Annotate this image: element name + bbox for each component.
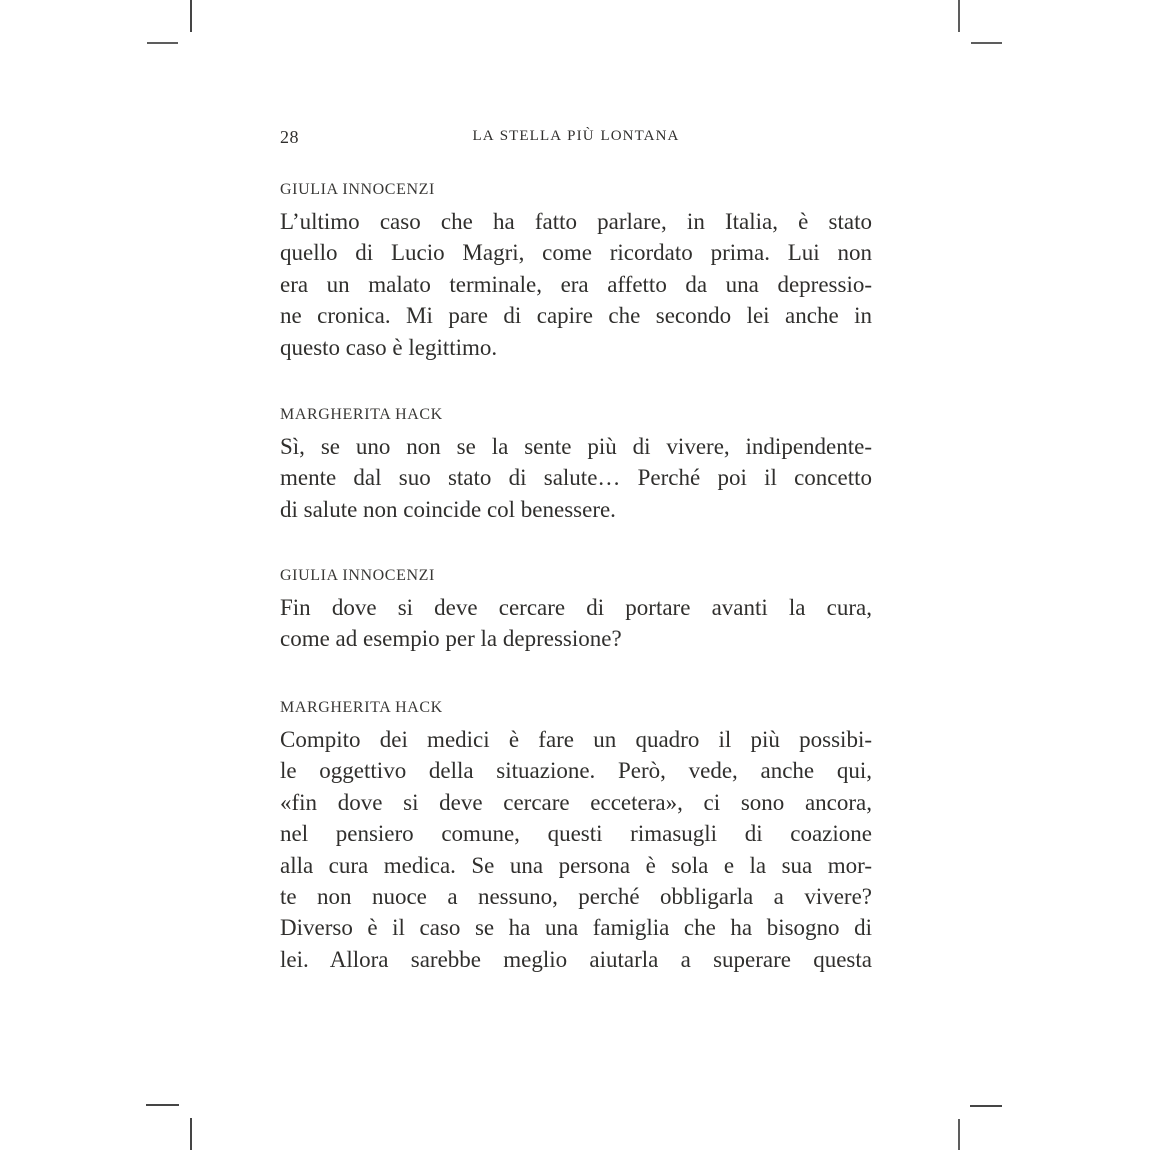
text-line: le oggettivo della situazione. Però, vede, anche qui,	[280, 758, 872, 784]
text-line: Diverso è il caso se ha una famiglia che ha bisogno di	[280, 915, 872, 941]
text-line: nel pensiero comune, questi rimasugli di coazione	[280, 821, 872, 847]
text-line: questo caso è legittimo.	[280, 334, 498, 360]
dialogue-section-1	[280, 180, 872, 363]
speaker-label: MARGHERITA HACK	[280, 406, 443, 423]
speaker-label: GIULIA INNOCENZI	[280, 181, 435, 198]
text-line: di salute non coincide col benessere.	[280, 496, 616, 522]
text-line: te non nuoce a nessuno, perché obbligarla a vivere?	[280, 884, 872, 910]
crop-mark-top-right-horizontal	[971, 42, 1002, 44]
text-line: alla cura medica. Se una persona è sola e la sua mor-	[280, 852, 872, 878]
dialogue-section-2	[280, 405, 872, 525]
text-line: quello di Lucio Magri, come ricordato prima. Lui non	[280, 240, 872, 266]
text-line: ne cronica. Mi pare di capire che secondo lei anche in	[280, 303, 872, 329]
crop-mark-bottom-right-vertical	[958, 1119, 960, 1150]
speaker-label: MARGHERITA HACK	[280, 699, 443, 716]
crop-mark-top-left-horizontal	[147, 42, 178, 44]
crop-mark-bottom-right-horizontal	[970, 1105, 1002, 1107]
running-title: LA STELLA PIÙ LONTANA	[472, 128, 680, 144]
crop-mark-bottom-left-vertical	[190, 1118, 192, 1150]
crop-mark-top-right-vertical	[958, 0, 960, 32]
text-line: mente dal suo stato di salute… Perché poi il concetto	[280, 465, 872, 491]
text-line: L’ultimo caso che ha fatto parlare, in Italia, è stato	[280, 209, 872, 234]
text-line: Compito dei medici è fare un quadro il più possibi-	[280, 727, 872, 752]
speaker-label: GIULIA INNOCENZI	[280, 567, 435, 584]
page-number: 28	[280, 127, 299, 147]
dialogue-section-4	[280, 698, 872, 975]
dialogue-section-3	[280, 566, 872, 655]
text-line: era un malato terminale, era affetto da una depressio-	[280, 271, 872, 297]
text-line: «fin dove si deve cercare eccetera», ci sono ancora,	[280, 789, 872, 815]
crop-mark-top-left-vertical	[190, 0, 192, 32]
text-line: come ad esempio per la depressione?	[280, 626, 622, 652]
text-line: Sì, se uno non se la sente più di vivere, indipendente-	[280, 434, 872, 459]
text-line: Fin dove si deve cercare di portare avanti la cura,	[280, 595, 872, 620]
crop-mark-bottom-left-horizontal	[146, 1104, 179, 1106]
text-line: lei. Allora sarebbe meglio aiutarla a superare questa	[280, 946, 872, 972]
running-head	[280, 126, 872, 148]
